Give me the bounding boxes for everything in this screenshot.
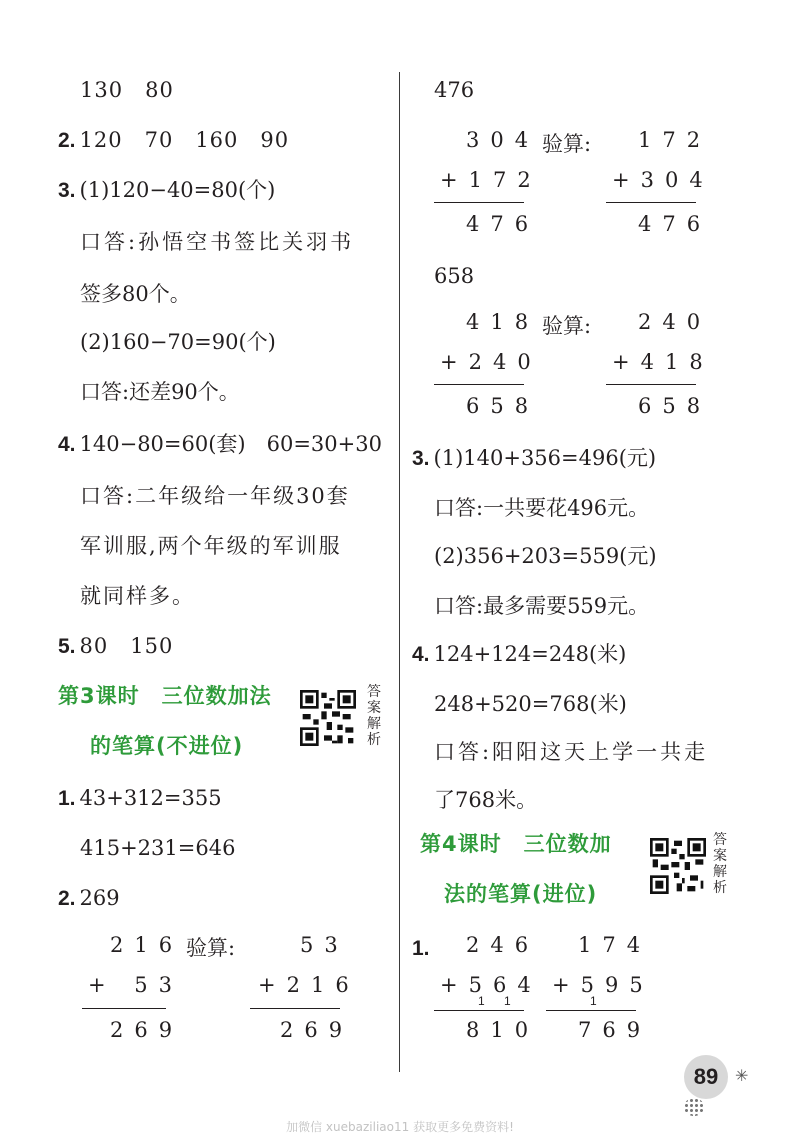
calc-addend: +564 (440, 973, 542, 997)
question-number: 3. (58, 179, 76, 202)
calc-top: 304 (466, 128, 540, 152)
calc-rule (250, 1008, 340, 1009)
question-3 (58, 176, 275, 205)
carry-digits: 1 (590, 994, 597, 1008)
question-number: 5. (58, 635, 76, 658)
column-divider (399, 72, 400, 1072)
calc-top: 240 (638, 310, 712, 334)
calc-addend: +304 (612, 168, 714, 192)
answer-text: 248+520=768(米) (434, 692, 627, 716)
qr-label: 答 案 解 析 (713, 832, 727, 896)
calc-result: 658 (638, 394, 712, 418)
question-number: 2. (58, 887, 76, 910)
calc-addend: +172 (440, 168, 542, 192)
calc-result: 810 (466, 1018, 540, 1042)
verify-label: 验算: (542, 132, 592, 156)
calc-addend: +240 (440, 350, 542, 374)
calc-top: 216 (110, 933, 184, 957)
calc-top: 246 (466, 933, 540, 957)
question-3 (412, 444, 656, 473)
answer-text: 124+124=248(米) (433, 642, 627, 666)
calc-top: 174 (578, 933, 652, 957)
calc-rule (434, 202, 524, 203)
answer-text: 签多80个。 (80, 282, 191, 306)
page-number: 89 (684, 1055, 728, 1099)
question-2 (58, 126, 289, 155)
answer-text: 口答:还差90个。 (80, 380, 240, 404)
question-4 (412, 640, 626, 669)
answer-text: (2)160−70=90(个) (80, 330, 276, 354)
answer-line: 130 80 (80, 78, 174, 102)
question-number: 4. (58, 433, 76, 456)
carry-digits: 1 1 (478, 994, 519, 1008)
answer-text: 口答:一共要花496元。 (434, 496, 650, 520)
calc-result: 269 (110, 1018, 184, 1042)
question-1 (412, 934, 434, 963)
question-number: 2. (58, 129, 76, 152)
qr-code-icon[interactable] (300, 690, 356, 746)
question-5 (58, 632, 173, 661)
answer-text: 口答:孙悟空书签比关羽书 (80, 230, 355, 254)
footer-watermark: 加微信 xuebaziliao11 获取更多免费资料! (286, 1120, 514, 1134)
calc-result: 769 (578, 1018, 652, 1042)
lesson-4-subtitle: 法的笔算(进位) (444, 882, 598, 906)
answer-text: 军训服,两个年级的军训服 (80, 534, 342, 558)
calc-rule (546, 1010, 636, 1011)
calc-top: 53 (300, 933, 349, 957)
verify-label: 验算: (542, 314, 592, 338)
answer-text: 415+231=646 (80, 836, 236, 860)
answer-text: (2)356+203=559(元) (434, 544, 657, 568)
calc-result: 658 (466, 394, 540, 418)
calc-result: 269 (280, 1018, 354, 1042)
question-4 (58, 430, 382, 459)
question-number: 3. (412, 447, 430, 470)
calc-addend: +418 (612, 350, 714, 374)
calc-rule (606, 202, 696, 203)
answer-text: 就同样多。 (80, 584, 195, 608)
answer-text: 120 70 160 90 (79, 128, 290, 152)
question-2 (58, 884, 120, 913)
qr-code-icon[interactable] (650, 838, 706, 894)
calc-addend: + 53 (88, 973, 183, 997)
calc-addend: +595 (552, 973, 654, 997)
answer-text: 476 (434, 78, 475, 102)
lesson-4-title: 第4课时 三位数加 (420, 832, 612, 856)
answer-text: (1)140+356=496(元) (433, 446, 657, 470)
calc-rule (434, 1010, 524, 1011)
question-number: 4. (412, 643, 430, 666)
calc-rule (434, 384, 524, 385)
answer-text: 口答:最多需要559元。 (434, 594, 650, 618)
answer-text: 658 (434, 264, 475, 288)
calc-rule (82, 1008, 166, 1009)
question-1 (58, 784, 222, 813)
answer-text: 140−80=60(套) 60=30+30 (79, 432, 382, 456)
lesson-3-subtitle: 的笔算(不进位) (90, 734, 244, 758)
calc-addend: +216 (258, 973, 360, 997)
verify-label: 验算: (186, 936, 236, 960)
dot-pattern-decoration (684, 1098, 704, 1116)
answer-text: 口答:阳阳这天上学一共走 (434, 740, 709, 764)
calc-top: 172 (638, 128, 712, 152)
answer-text: 了768米。 (434, 788, 538, 812)
answer-text: 80 150 (79, 634, 174, 658)
question-number: 1. (412, 937, 430, 960)
answer-text: 口答:二年级给一年级30套 (80, 484, 350, 508)
calc-rule (606, 384, 696, 385)
question-number: 1. (58, 787, 76, 810)
qr-label: 答 案 解 析 (367, 684, 381, 748)
calc-result: 476 (638, 212, 712, 236)
calc-result: 476 (466, 212, 540, 236)
calc-top: 418 (466, 310, 540, 334)
star-icon: ✳ (735, 1066, 749, 1085)
answer-text: (1)120−40=80(个) (79, 178, 276, 202)
answer-text: 269 (79, 886, 120, 910)
answer-text: 43+312=355 (79, 786, 222, 810)
lesson-3-title: 第3课时 三位数加法 (58, 684, 272, 708)
